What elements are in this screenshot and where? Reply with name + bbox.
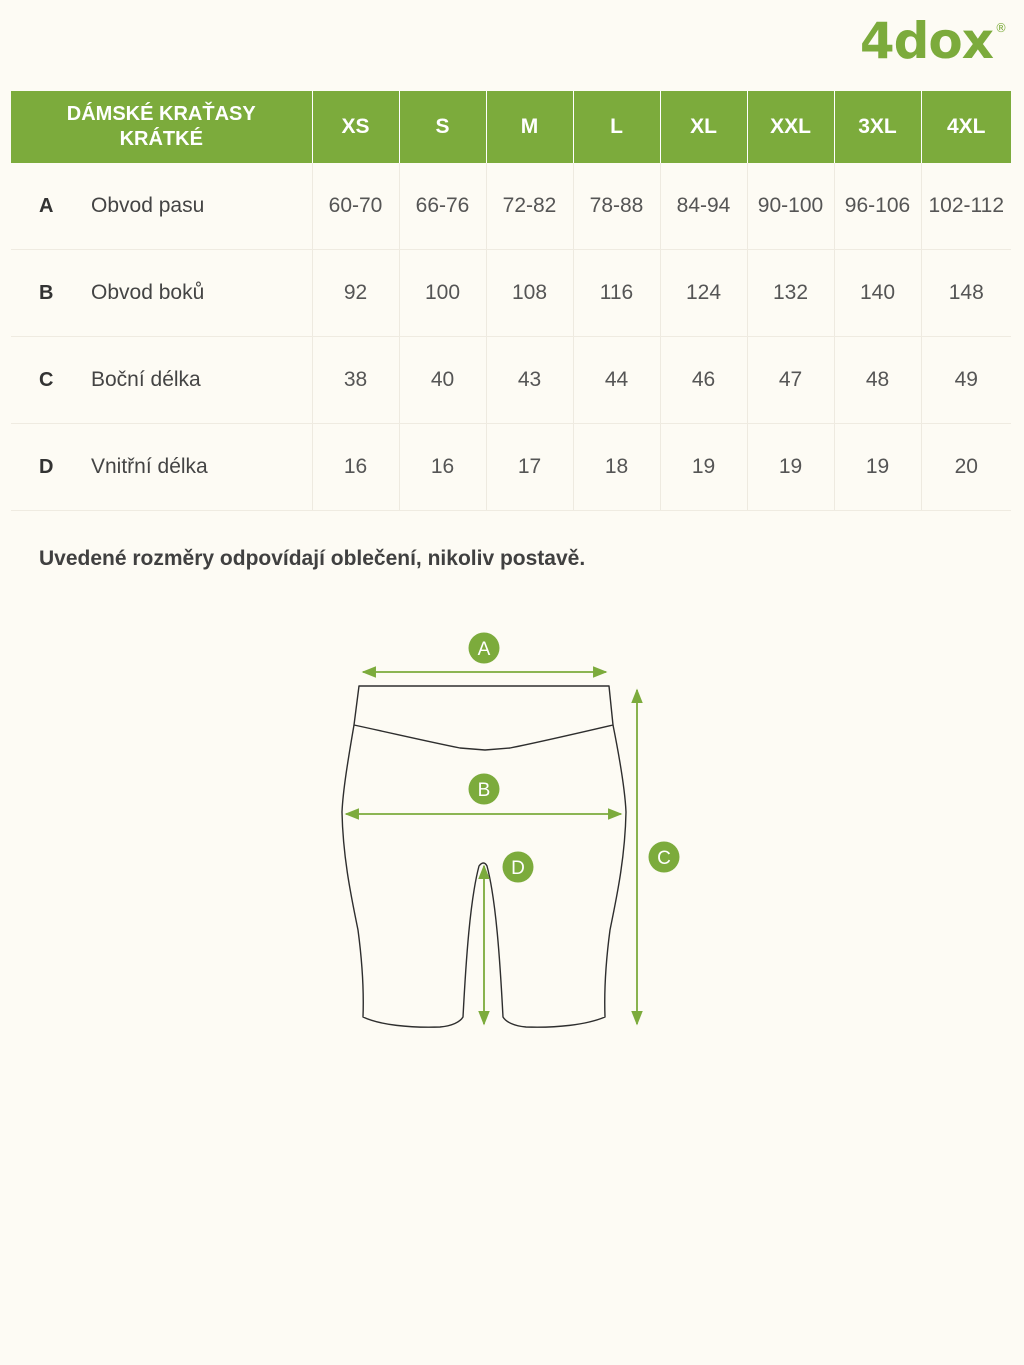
size-header-s: S [399,91,486,163]
row-name: Vnitřní délka [91,455,208,478]
table-cell: 102-112 [921,163,1011,250]
table-cell: 49 [921,337,1011,424]
size-header-3xl: 3XL [834,91,921,163]
table-cell: 100 [399,250,486,337]
table-cell: 96-106 [834,163,921,250]
row-letter: B [39,282,54,304]
table-cell: 78-88 [573,163,660,250]
table-cell: 44 [573,337,660,424]
row-letter: C [39,369,54,391]
table-cell: 48 [834,337,921,424]
table-cell: 38 [312,337,399,424]
table-cell: 132 [747,250,834,337]
row-letter: D [39,456,54,478]
table-cell: 43 [486,337,573,424]
badge-d [503,852,534,883]
size-header-xs: XS [312,91,399,163]
table-cell: 66-76 [399,163,486,250]
size-header-4xl: 4XL [921,91,1011,163]
row-name: Obvod boků [91,281,205,304]
row-letter: A [39,195,54,217]
table-cell: 84-94 [660,163,747,250]
badge-b-text: B [477,780,491,801]
table-cell: 17 [486,424,573,511]
table-cell: 46 [660,337,747,424]
table-cell: 124 [660,250,747,337]
table-cell: 72-82 [486,163,573,250]
size-header-xxl: XXL [747,91,834,163]
table-cell: 16 [399,424,486,511]
badge-c-text: C [657,848,671,869]
table-cell: 116 [573,250,660,337]
table-cell: 19 [660,424,747,511]
badge-d-text: D [511,858,525,879]
table-cell: 92 [312,250,399,337]
logo-text: 4dox [859,12,993,70]
size-header-m: M [486,91,573,163]
badge-a-text: A [477,639,491,660]
table-cell: 148 [921,250,1011,337]
table-cell: 47 [747,337,834,424]
size-header-xl: XL [660,91,747,163]
row-name: Boční délka [91,368,201,391]
table-cell: 19 [834,424,921,511]
table-cell: 60-70 [312,163,399,250]
badge-c [649,842,680,873]
table-cell: 140 [834,250,921,337]
table-title-line2: KRÁTKÉ [119,128,203,150]
table-title-line1: DÁMSKÉ KRAŤASY [66,103,256,125]
table-cell: 108 [486,250,573,337]
table-cell: 90-100 [747,163,834,250]
badge-a [469,633,500,664]
registered-mark: ® [995,21,1006,35]
table-cell: 20 [921,424,1011,511]
table-cell: 19 [747,424,834,511]
table-cell: 18 [573,424,660,511]
sizing-note: Uvedené rozměry odpovídají oblečení, nikoliv postavě. [39,547,586,570]
badge-b [469,774,500,805]
table-cell: 40 [399,337,486,424]
table-cell: 16 [312,424,399,511]
size-header-l: L [573,91,660,163]
row-name: Obvod pasu [91,194,205,217]
